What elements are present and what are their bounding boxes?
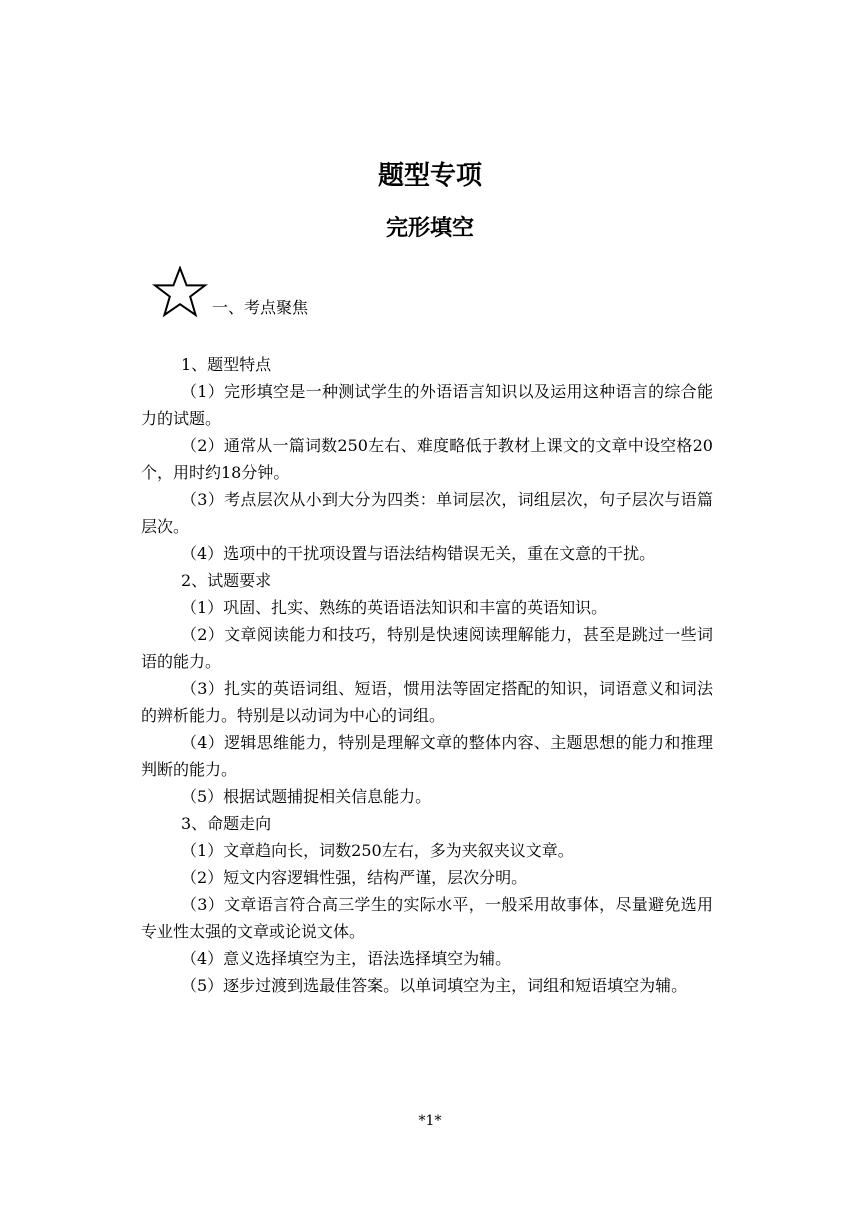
list-item: （5）逐步过渡到选最佳答案。以单词填空为主，词组和短语填空为辅。 — [181, 976, 688, 995]
list-item: （3）考点层次从小到大分为四类：单词层次，词组层次，句子层次与语篇层次。 — [141, 490, 713, 536]
subsection-heading: 2、试题要求 — [181, 571, 272, 590]
section-heading: 一、考点聚焦 — [212, 298, 309, 317]
list-item: （2）通常从一篇词数250左右、难度略低于教材上课文的文章中设空格20个，用时约18分钟。 — [141, 436, 713, 482]
list-item: （5）根据试题捕捉相关信息能力。 — [181, 787, 432, 806]
star-icon — [152, 266, 208, 318]
list-item: （4）逻辑思维能力，特别是理解文章的整体内容、主题思想的能力和推理判断的能力。 — [141, 733, 713, 779]
page-number: *1* — [418, 1113, 442, 1129]
page-subtitle: 完形填空 — [385, 215, 474, 241]
subsection-heading: 3、命题走向 — [181, 814, 272, 833]
page-title: 题型专项 — [377, 161, 482, 191]
list-item: （1）完形填空是一种测试学生的外语语言知识以及运用这种语言的综合能力的试题。 — [141, 382, 713, 428]
list-item: （4）选项中的干扰项设置与语法结构错误无关，重在文意的干扰。 — [181, 544, 656, 563]
body-text — [141, 351, 713, 999]
list-item: （3）扎实的英语词组、短语，惯用法等固定搭配的知识，词语意义和词法的辨析能力。特别是以动词为中心的词组。 — [141, 679, 713, 725]
list-item: （3）文章语言符合高三学生的实际水平，一般采用故事体，尽量避免选用专业性太强的文章或论说文体。 — [141, 895, 713, 941]
list-item: （1）巩固、扎实、熟练的英语语法知识和丰富的英语知识。 — [181, 598, 608, 617]
list-item: （4）意义选择填空为主，语法选择填空为辅。 — [181, 949, 512, 968]
list-item: （2）短文内容逻辑性强，结构严谨，层次分明。 — [181, 868, 528, 887]
list-item: （2）文章阅读能力和技巧，特别是快速阅读理解能力，甚至是跳过一些词语的能力。 — [141, 625, 713, 671]
subsection-heading: 1、题型特点 — [181, 355, 272, 374]
list-item: （1）文章趋向长，词数250左右，多为夹叙夹议文章。 — [181, 841, 574, 860]
